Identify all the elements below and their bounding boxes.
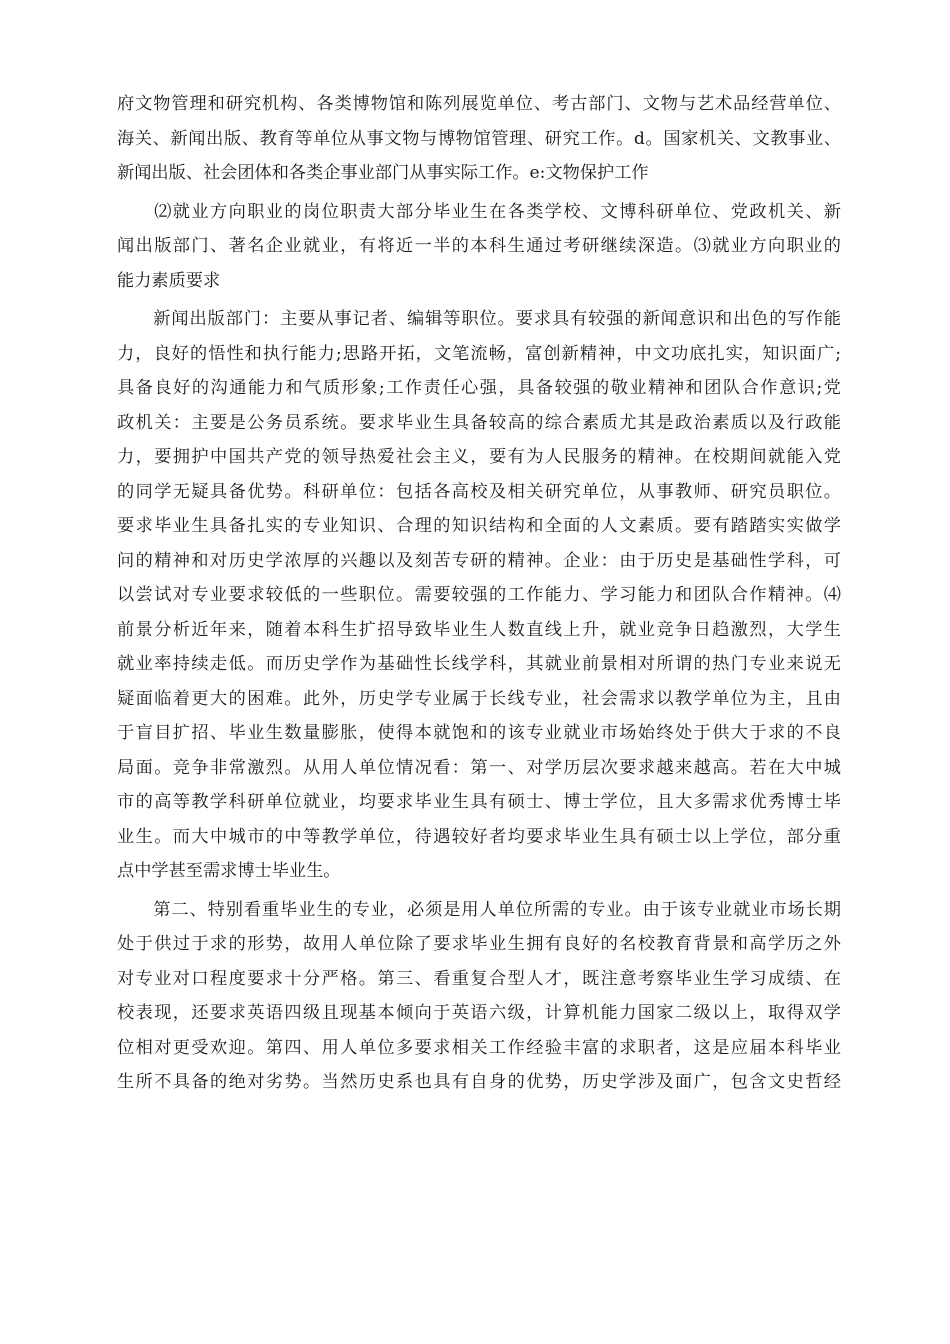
text-line: 位相对更受欢迎。第四、用人单位多要求相关工作经验丰富的求职者，这是应届本科毕业 (117, 1037, 841, 1058)
text-line: 的同学无疑具备优势。科研单位：包括各高校及相关研究单位，从事教师、研究员职位。 (117, 481, 841, 502)
text-line: 政机关：主要是公务员系统。要求毕业生具备较高的综合素质尤其是政治素质以及行政能 (117, 412, 841, 433)
text-line: 府文物管理和研究机构、各类博物馆和陈列展览单位、考古部门、文物与艺术品经营单位、 (117, 94, 841, 114)
text-line: 处于供过于求的形势，故用人单位除了要求毕业生拥有良好的名校教育背景和高学历之外 (117, 934, 841, 954)
text-line: 能力素质要求 (117, 270, 221, 291)
text-line: 就业率持续走低。而历史学作为基础性长线学科，其就业前景相对所谓的热门专业来说无 (117, 654, 841, 674)
text-line: 前景分析近年来，随着本科生扩招导致毕业生人数直线上升，就业竞争日趋激烈，大学生 (117, 619, 841, 640)
text-line: 生所不具备的绝对劣势。当然历史系也具有自身的优势，历史学涉及面广，包含文史哲经 (117, 1072, 841, 1092)
text-line: 局面。竞争非常激烈。从用人单位情况看：第一、对学历层次要求越来越高。若在大中城 (117, 757, 841, 778)
text-line: 新闻出版部门：主要从事记者、编辑等职位。要求具有较强的新闻意识和出色的写作能 (117, 309, 841, 329)
text-line: 闻出版部门、著名企业就业，有将近一半的本科生通过考研继续深造。⑶就业方向职业的 (117, 236, 841, 256)
text-line: 疑面临着更大的困难。此外，历史学专业属于长线专业，社会需求以教学单位为主，且由 (117, 688, 841, 709)
text-line: 具备良好的沟通能力和气质形象;工作责任心强，具备较强的敬业精神和团队合作意识;党 (117, 378, 841, 398)
document-body-text (117, 87, 841, 1100)
text-line: 问的精神和对历史学浓厚的兴趣以及刻苦专研的精神。企业：由于历史是基础性学科，可 (117, 550, 841, 571)
text-line: 市的高等教学科研单位就业，均要求毕业生具有硕士、博士学位，且大多需求优秀博士毕 (117, 792, 841, 812)
text-line: 于盲目扩招、毕业生数量膨胀，使得本就饱和的该专业就业市场始终处于供大于求的不良 (117, 723, 841, 743)
text-line: 校表现，还要求英语四级且现基本倾向于英语六级，计算机能力国家二级以上，取得双学 (117, 1003, 841, 1023)
text-line: 力，良好的悟性和执行能力;思路开拓，文笔流畅，富创新精神，中文功底扎实，知识面广; (117, 343, 841, 364)
text-line: 海关、新闻出版、教育等单位从事文物与博物馆管理、研究工作。d。国家机关、文教事业、 (117, 128, 841, 149)
text-line: 要求毕业生具备扎实的专业知识、合理的知识结构和全面的人文素质。要有踏踏实实做学 (117, 516, 841, 536)
text-line: 力，要拥护中国共产党的领导热爱社会主义，要有为人民服务的精神。在校期间就能入党 (117, 447, 841, 467)
text-line: ⑵就业方向职业的岗位职责大部分毕业生在各类学校、文博科研单位、党政机关、新 (117, 201, 841, 222)
text-line: 第二、特别看重毕业生的专业，必须是用人单位所需的专业。由于该专业就业市场长期 (117, 899, 841, 920)
text-line: 点中学甚至需求博士毕业生。 (117, 861, 341, 881)
text-line: 新闻出版、社会团体和各类企事业部门从事实际工作。e:文物保护工作 (117, 163, 649, 183)
text-line: 业生。而大中城市的中等教学单位，待遇较好者均要求毕业生具有硕士以上学位，部分重 (117, 826, 841, 847)
text-line: 以尝试对专业要求较低的一些职位。需要较强的工作能力、学习能力和团队合作精神。⑷ (117, 585, 841, 605)
text-line: 对专业对口程度要求十分严格。第三、看重复合型人才，既注意考察毕业生学习成绩、在 (117, 968, 841, 989)
